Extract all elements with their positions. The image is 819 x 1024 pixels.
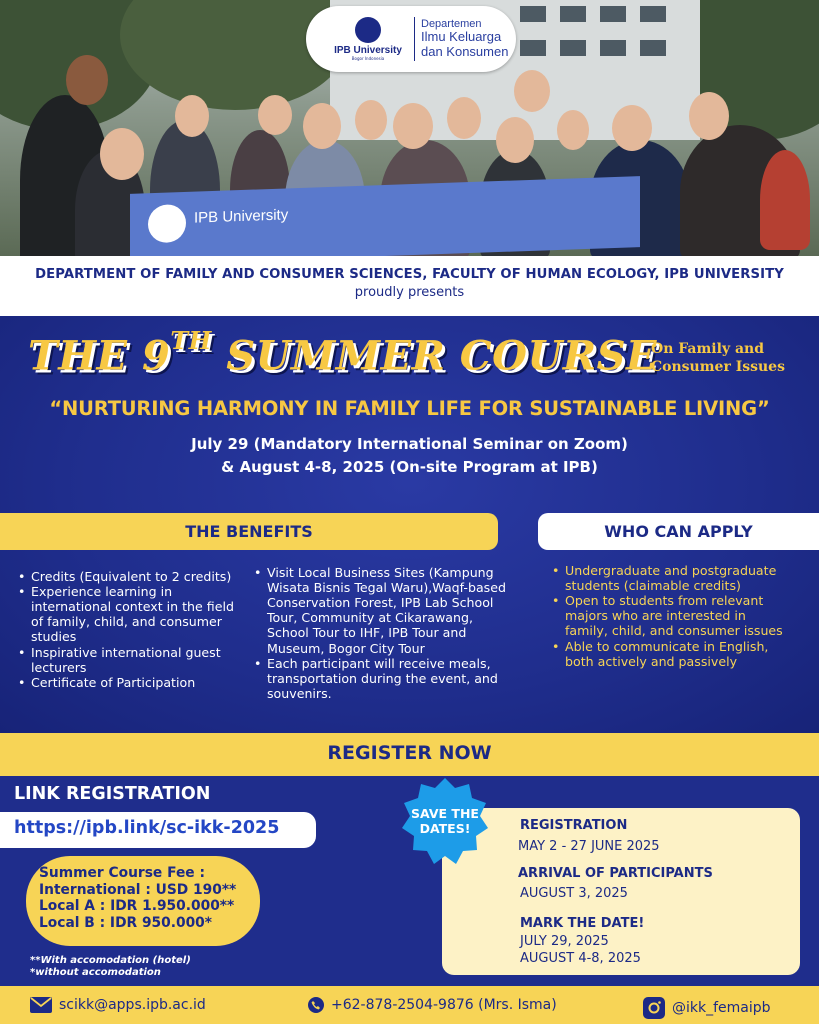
department-logo [306, 6, 516, 72]
who-can-apply-list [550, 563, 790, 669]
list-item: • Undergraduate and postgraduate students (claimable credits) [550, 563, 790, 593]
department-line1: Departemen [421, 17, 482, 30]
header-photo [0, 0, 819, 256]
event-dates: July 29 (Mandatory International Seminar on Zoom) & August 4-8, 2025 (On-site Program at IPB) [191, 435, 628, 476]
phone-text: +62-878-2504-9876 (Mrs. Isma) [331, 997, 557, 1013]
department-line2: Ilmu Keluarga [421, 29, 502, 45]
presents-tagline: proudly presents [354, 285, 465, 300]
fee-international: International : USD 190** [39, 881, 237, 898]
email-contact[interactable] [30, 997, 206, 1013]
fee-local-b: Local B : IDR 950.000* [39, 914, 212, 931]
list-item: • Open to students from relevant majors who are interested in family, child, and consumer issues [550, 593, 790, 638]
who-can-apply-heading: WHO CAN APPLY [538, 513, 819, 550]
benefits-list-2 [252, 565, 510, 701]
registration-heading: REGISTRATION [520, 818, 628, 833]
ipb-crest-icon [148, 204, 186, 243]
course-theme: “NURTURING HARMONY IN FAMILY LIFE FOR SUSTAINABLE LIVING” [49, 397, 770, 420]
list-item: • Inspirative international guest lecturers [16, 645, 246, 675]
instagram-icon [643, 997, 665, 1019]
ipb-logo-icon [355, 17, 381, 43]
list-item: • Visit Local Business Sites (Kampung Wisata Bisnis Tegal Waru),Waqf-based Conservation Forest, IPB Lab School Tour, Community at Cikarawang, School Tour to IHF, IPB Tour and Museum, Bogor City Tour [252, 565, 510, 656]
mark-date-2: AUGUST 4-8, 2025 [520, 951, 641, 966]
phone-icon [308, 997, 324, 1013]
benefits-list-1 [16, 569, 246, 690]
department-line3: dan Konsumen [421, 44, 509, 60]
logo-divider [414, 17, 415, 61]
list-item: • Certificate of Participation [16, 675, 246, 690]
mark-the-date-heading: MARK THE DATE! [520, 916, 645, 931]
university-name: IPB University [334, 45, 402, 56]
link-registration-label: LINK REGISTRATION [14, 784, 211, 804]
course-subtitle: On Family and Consumer Issues [651, 341, 785, 376]
benefits-heading: THE BENEFITS [0, 513, 498, 550]
instagram-contact[interactable] [643, 997, 771, 1019]
mark-date-1: JULY 29, 2025 [520, 934, 609, 949]
university-sub: Bogor Indonesia [351, 56, 385, 61]
list-item: • Experience learning in international context in the field of family, child, and consumer studies [16, 584, 246, 644]
arrival-date: AUGUST 3, 2025 [520, 886, 628, 901]
course-title: THE 9TH SUMMER COURSE [28, 326, 657, 380]
instagram-text: @ikk_femaipb [672, 1000, 771, 1016]
presents-band [0, 256, 819, 316]
email-text: scikk@apps.ipb.ac.id [59, 997, 206, 1013]
department-title: DEPARTMENT OF FAMILY AND CONSUMER SCIENCES, FACULTY OF HUMAN ECOLOGY, IPB UNIVERSITY [35, 267, 784, 282]
list-item: • Each participant will receive meals, transportation during the event, and souvenirs. [252, 656, 510, 701]
register-now-banner[interactable]: REGISTER NOW [0, 733, 819, 776]
mail-icon [30, 997, 52, 1013]
list-item: • Able to communicate in English, both actively and passively [550, 639, 790, 669]
fee-title: Summer Course Fee : [39, 865, 205, 881]
fee-notes: **With accomodation (hotel) *without accomodation [30, 955, 191, 978]
save-the-dates-text: SAVE THE DATES! [411, 806, 479, 836]
banner-text: IPB University [194, 206, 289, 227]
fee-local-a: Local A : IDR 1.950.000** [39, 898, 235, 915]
registration-dates: MAY 2 - 27 JUNE 2025 [518, 839, 660, 854]
arrival-heading: ARRIVAL OF PARTICIPANTS [518, 866, 713, 881]
phone-contact[interactable] [308, 997, 557, 1013]
fee-box [26, 856, 260, 946]
list-item: • Credits (Equivalent to 2 credits) [16, 569, 246, 584]
registration-link[interactable]: https://ipb.link/sc-ikk-2025 [0, 812, 316, 848]
